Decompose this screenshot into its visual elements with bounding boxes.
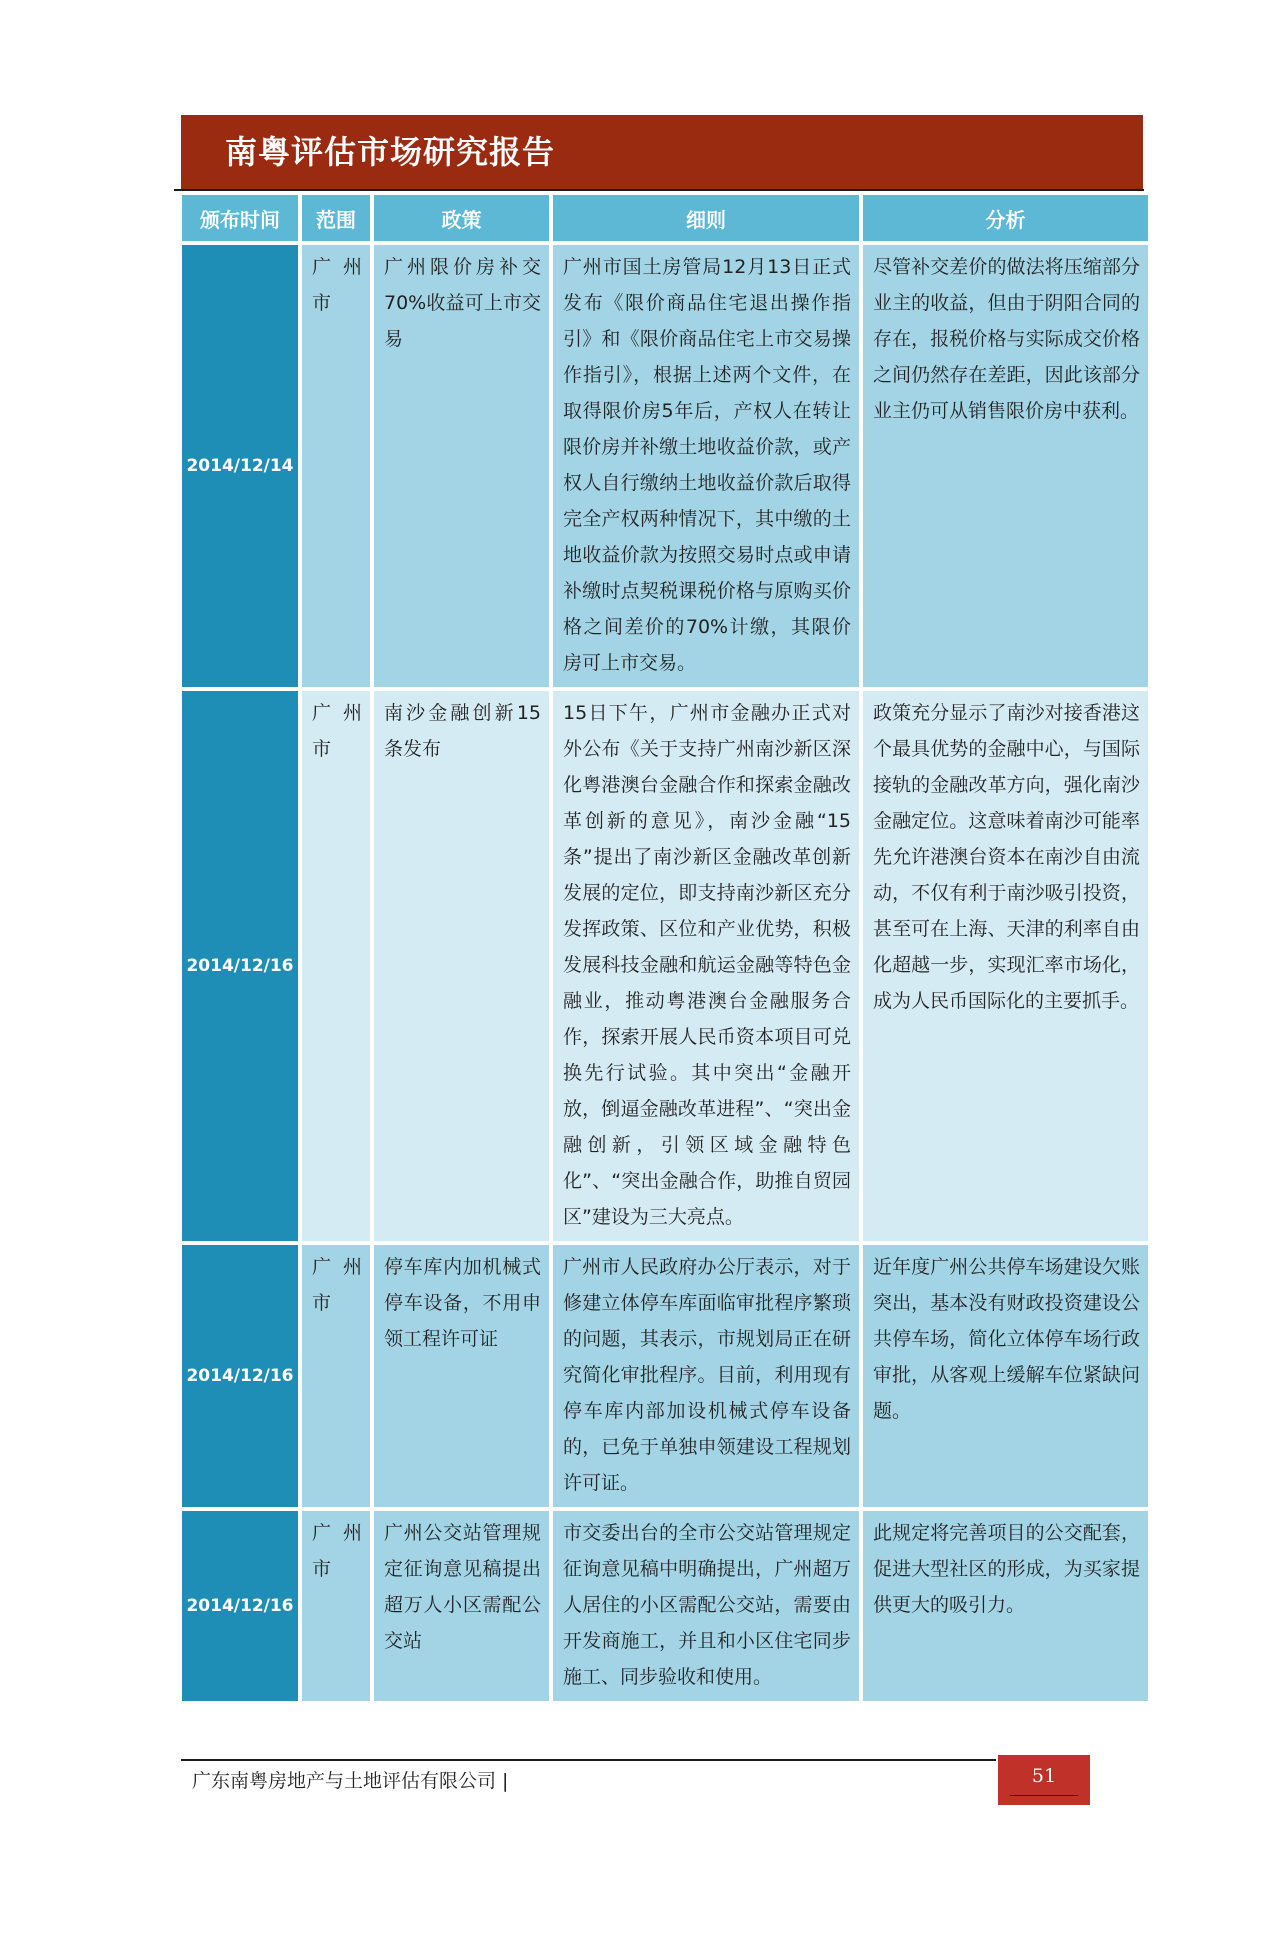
footer-company: 广东南粤房地产与土地评估有限公司 |	[192, 1770, 509, 1792]
header-date: 颁布时间	[182, 195, 298, 241]
row-policy: 广州公交站管理规定征询意见稿提出超万人小区需配公交站	[374, 1511, 549, 1701]
row-policy: 停车库内加机械式停车设备，不用申领工程许可证	[374, 1245, 549, 1507]
page-number-box	[998, 1755, 1090, 1805]
table-row	[182, 1245, 1148, 1507]
row-scope: 广州市	[302, 1245, 370, 1507]
row-date: 2014/12/14	[182, 245, 298, 687]
row-scope: 广州市	[302, 245, 370, 687]
report-title: 南粤评估市场研究报告	[225, 133, 556, 171]
row-detail: 广州市人民政府办公厅表示，对于修建立体停车库面临审批程序繁琐的问题，其表示，市规划局正在研究简化审批程序。目前，利用现有停车库内部加设机械式停车设备的，已免于单独申领建设工程规划许可证。	[553, 1245, 859, 1507]
row-analysis: 尽管补交差价的做法将压缩部分业主的收益，但由于阴阳合同的存在，报税价格与实际成交价格之间仍然存在差距，因此该部分业主仍可从销售限价房中获利。	[863, 245, 1148, 687]
page-number: 51	[1031, 1765, 1057, 1787]
header-analysis: 分析	[863, 195, 1148, 241]
row-detail: 15日下午，广州市金融办正式对外公布《关于支持广州南沙新区深化粤港澳台金融合作和探索金融改革创新的意见》，南沙金融“15条”提出了南沙新区金融改革创新发展的定位，即支持南沙新区充分发挥政策、区位和产业优势，积极发展科技金融和航运金融等特色金融业，推动粤港澳台金融服务合作，探索开展人民币资本项目可兑换先行试验。其中突出“金融开放，倒逼金融改革进程”、“突出金融创新，引领区域金融特色化”、“突出金融合作，助推自贸园区”建设为三大亮点。	[553, 691, 859, 1241]
policy-table	[178, 191, 1152, 1705]
page-number-underline	[1010, 1795, 1078, 1796]
row-scope: 广州市	[302, 1511, 370, 1701]
row-date: 2014/12/16	[182, 1245, 298, 1507]
footer-divider	[181, 1759, 996, 1761]
row-detail: 广州市国土房管局12月13日正式发布《限价商品住宅退出操作指引》和《限价商品住宅上市交易操作指引》，根据上述两个文件，在取得限价房5年后，产权人在转让限价房并补缴土地收益价款，或产权人自行缴纳土地收益价款后取得完全产权两种情况下，其中缴的土地收益价款为按照交易时点或申请补缴时点契税课税价格与原购买价格之间差价的70%计缴，其限价房可上市交易。	[553, 245, 859, 687]
table-row	[182, 691, 1148, 1241]
row-analysis: 此规定将完善项目的公交配套，促进大型社区的形成，为买家提供更大的吸引力。	[863, 1511, 1148, 1701]
table-row	[182, 245, 1148, 687]
row-date: 2014/12/16	[182, 691, 298, 1241]
row-date: 2014/12/16	[182, 1511, 298, 1701]
row-policy: 广州限价房补交70%收益可上市交易	[374, 245, 549, 687]
row-analysis: 近年度广州公共停车场建设欠账突出，基本没有财政投资建设公共停车场，简化立体停车场行政审批，从客观上缓解车位紧缺问题。	[863, 1245, 1148, 1507]
table-row	[182, 1511, 1148, 1701]
table-header-row	[182, 195, 1148, 241]
header-detail: 细则	[553, 195, 859, 241]
report-banner	[181, 115, 1143, 189]
header-policy: 政策	[374, 195, 549, 241]
header-scope: 范围	[302, 195, 370, 241]
row-scope: 广州市	[302, 691, 370, 1241]
row-analysis: 政策充分显示了南沙对接香港这个最具优势的金融中心，与国际接轨的金融改革方向，强化南沙金融定位。这意味着南沙可能率先允许港澳台资本在南沙自由流动，不仅有利于南沙吸引投资，甚至可在上海、天津的利率自由化超越一步，实现汇率市场化，成为人民币国际化的主要抓手。	[863, 691, 1148, 1241]
row-policy: 南沙金融创新15条发布	[374, 691, 549, 1241]
row-detail: 市交委出台的全市公交站管理规定征询意见稿中明确提出，广州超万人居住的小区需配公交站，需要由开发商施工，并且和小区住宅同步施工、同步验收和使用。	[553, 1511, 859, 1701]
